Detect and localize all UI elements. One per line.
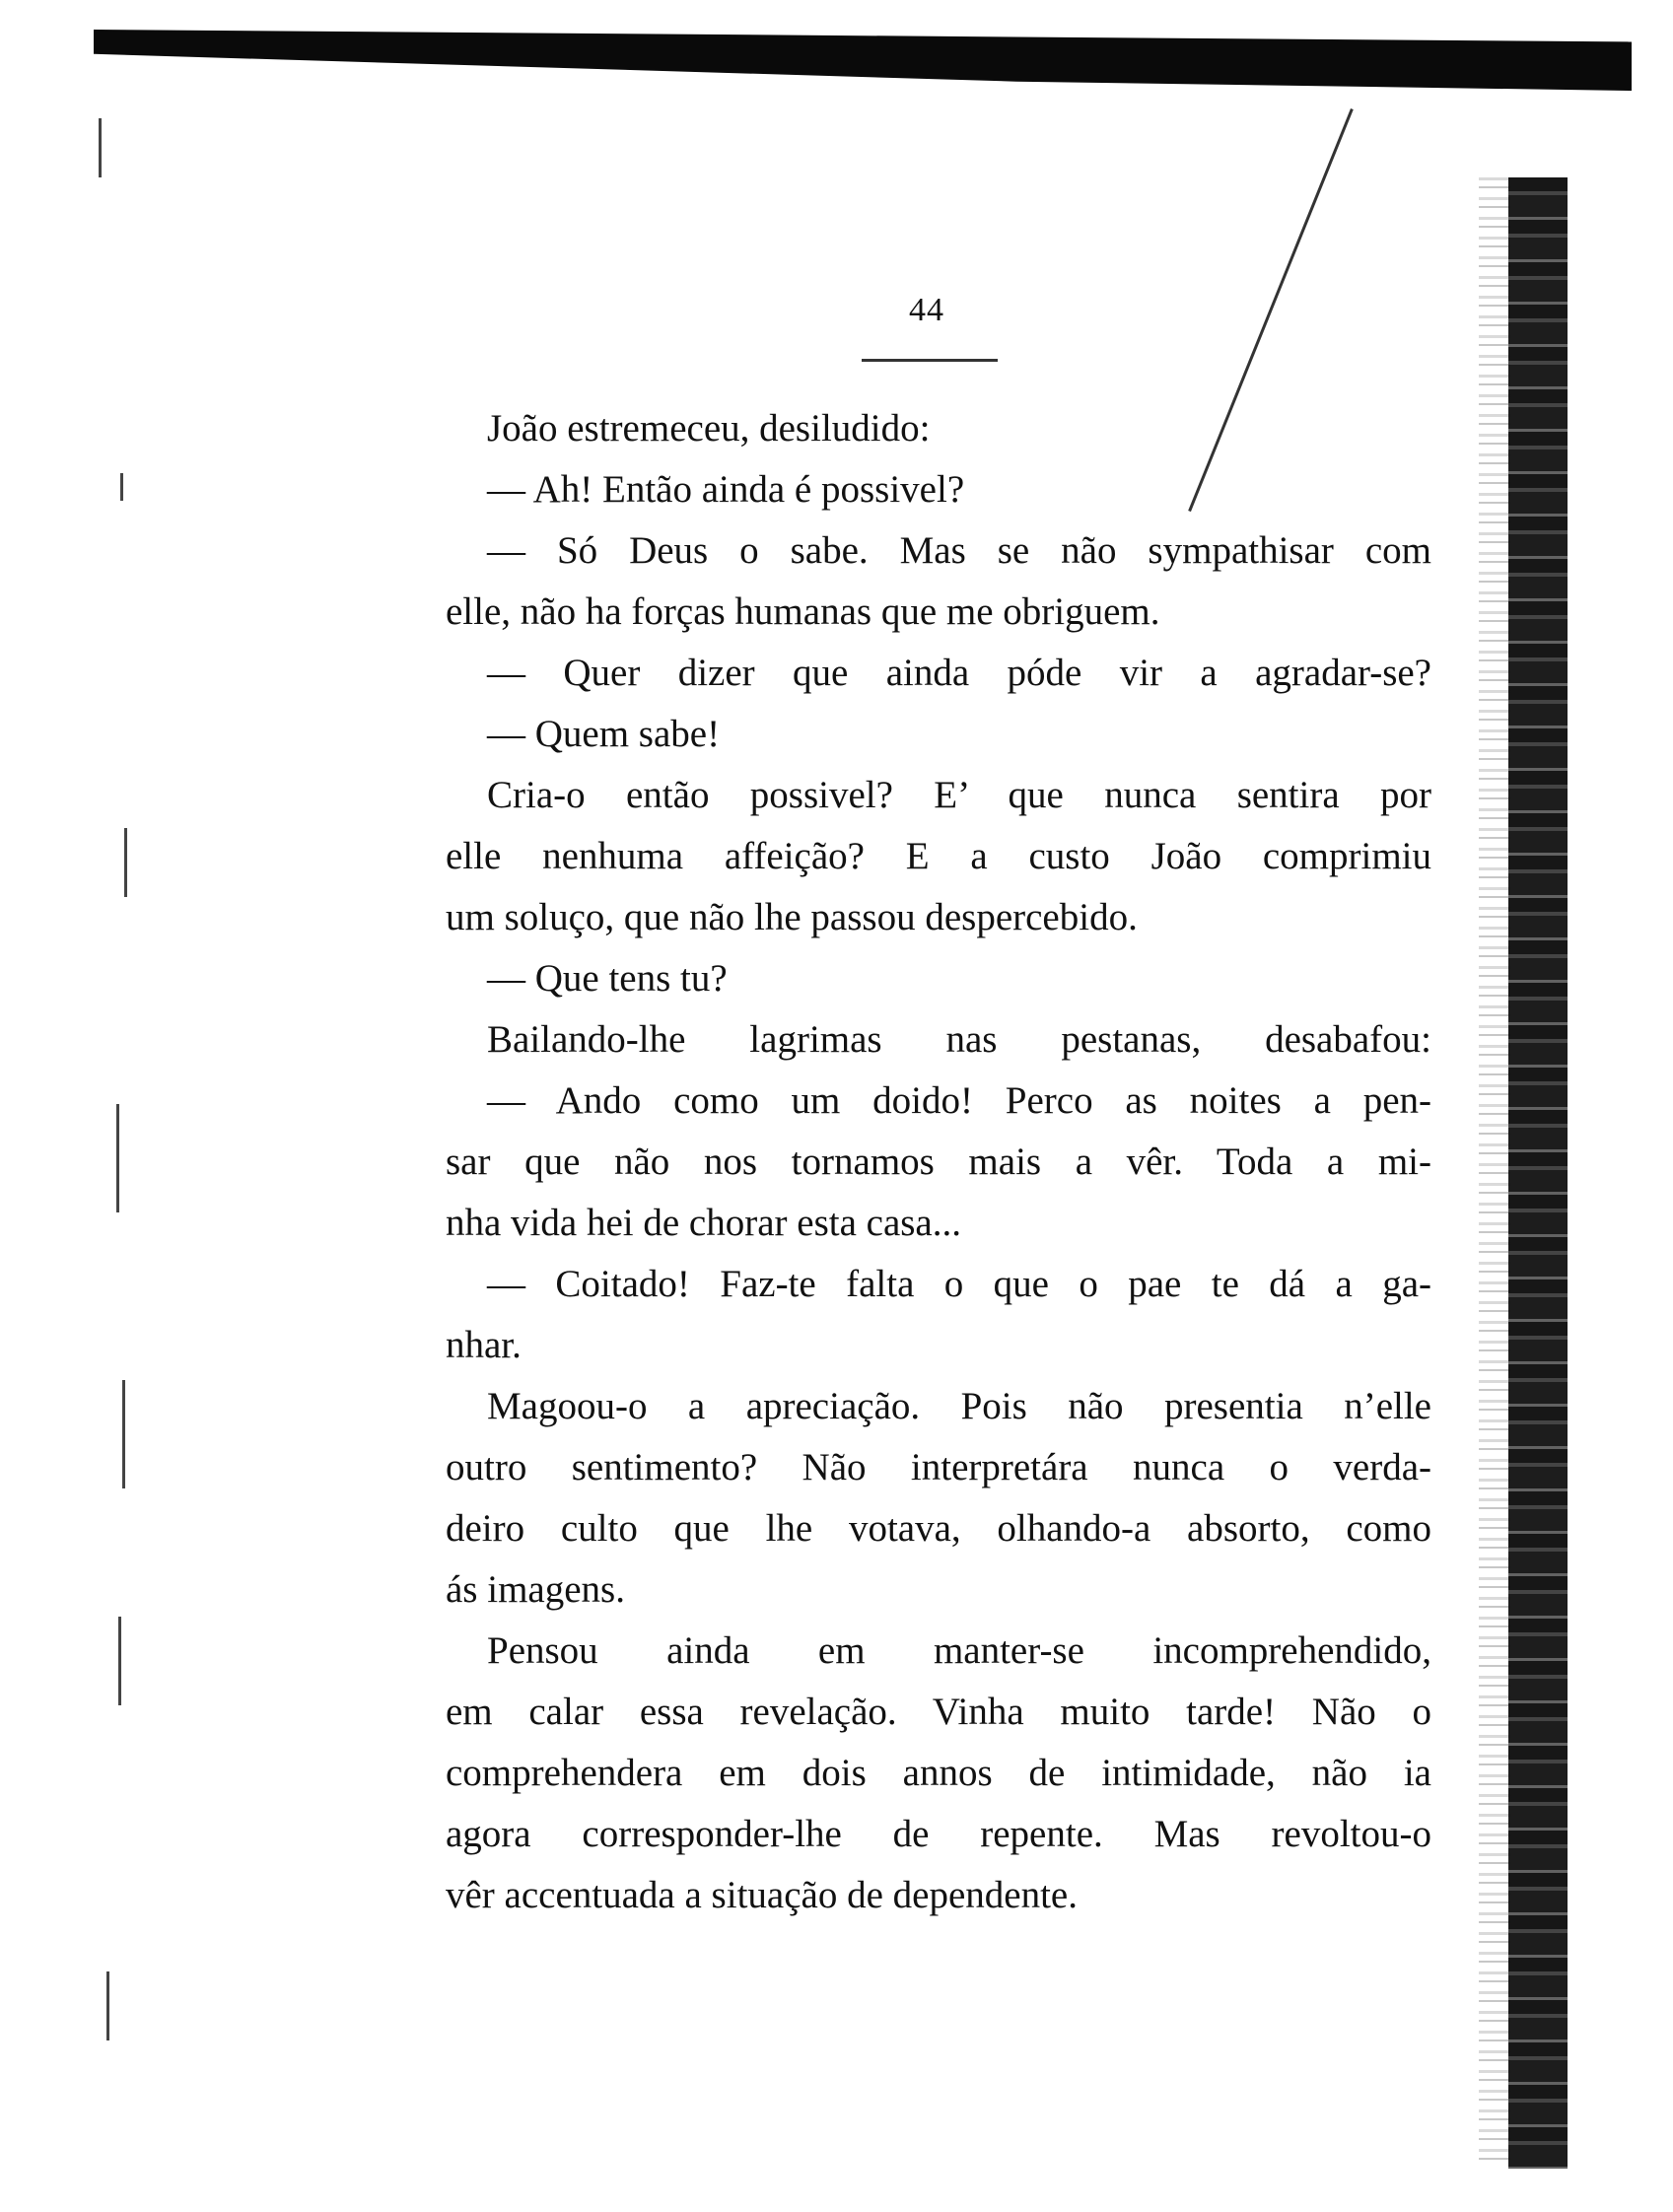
text-line: Cria-o então possivel? E’ que nunca sentira por bbox=[487, 774, 1431, 816]
text-line: vêr accentuada a situação de dependente. bbox=[446, 1874, 1078, 1916]
text-line: — Coitado! Faz-te falta o que o pae te dá a ga- bbox=[487, 1263, 1431, 1305]
text-line: — Ah! Então ainda é possivel? bbox=[487, 468, 965, 511]
scan-left-margin-specks bbox=[59, 99, 148, 2070]
text-line: outro sentimento? Não interpretára nunca o verda- bbox=[446, 1446, 1431, 1488]
text-line: um soluço, que não lhe passou despercebido. bbox=[446, 896, 1138, 938]
text-line: — Ando como um doido! Perco as noites a pen- bbox=[487, 1079, 1431, 1122]
text-line: sar que não nos tornamos mais a vêr. Toda a mi- bbox=[446, 1141, 1431, 1183]
text-line: Magoou-o a apreciação. Pois não presentia n’elle bbox=[487, 1385, 1431, 1427]
text-line: João estremeceu, desiludido: bbox=[487, 407, 931, 449]
scan-edge-noise bbox=[1479, 177, 1510, 2169]
text-line: — Quer dizer que ainda póde vir a agradar-se? bbox=[487, 652, 1431, 694]
text-line: elle, não ha forças humanas que me obriguem. bbox=[446, 590, 1160, 633]
text-line: nha vida hei de chorar esta casa... bbox=[446, 1202, 961, 1244]
text-line: — Que tens tu? bbox=[487, 957, 728, 1000]
text-line: deiro culto que lhe votava, olhando-a absorto, como bbox=[446, 1507, 1431, 1550]
text-line: elle nenhuma affeição? E a custo João comprimiu bbox=[446, 835, 1431, 877]
body-text bbox=[446, 398, 1431, 1926]
text-line: ás imagens. bbox=[446, 1568, 625, 1611]
text-line: — Quem sabe! bbox=[487, 713, 721, 755]
page-number: 44 bbox=[909, 292, 944, 328]
text-line: agora corresponder-lhe de repente. Mas revoltou-o bbox=[446, 1813, 1431, 1855]
scan-binding-shadow bbox=[1508, 177, 1568, 2169]
text-line: nhar. bbox=[446, 1324, 522, 1366]
text-line: em calar essa revelação. Vinha muito tarde! Não o bbox=[446, 1691, 1431, 1733]
text-line: comprehendera em dois annos de intimidade, não ia bbox=[446, 1752, 1431, 1794]
text-line: — Só Deus o sabe. Mas se não sympathisar com bbox=[487, 529, 1431, 572]
text-line: Bailando-lhe lagrimas nas pestanas, desabafou: bbox=[487, 1018, 1431, 1061]
scan-top-shadow bbox=[94, 30, 1632, 91]
text-line: Pensou ainda em manter-se incomprehendido, bbox=[487, 1629, 1431, 1672]
page-number-rule bbox=[862, 359, 998, 362]
